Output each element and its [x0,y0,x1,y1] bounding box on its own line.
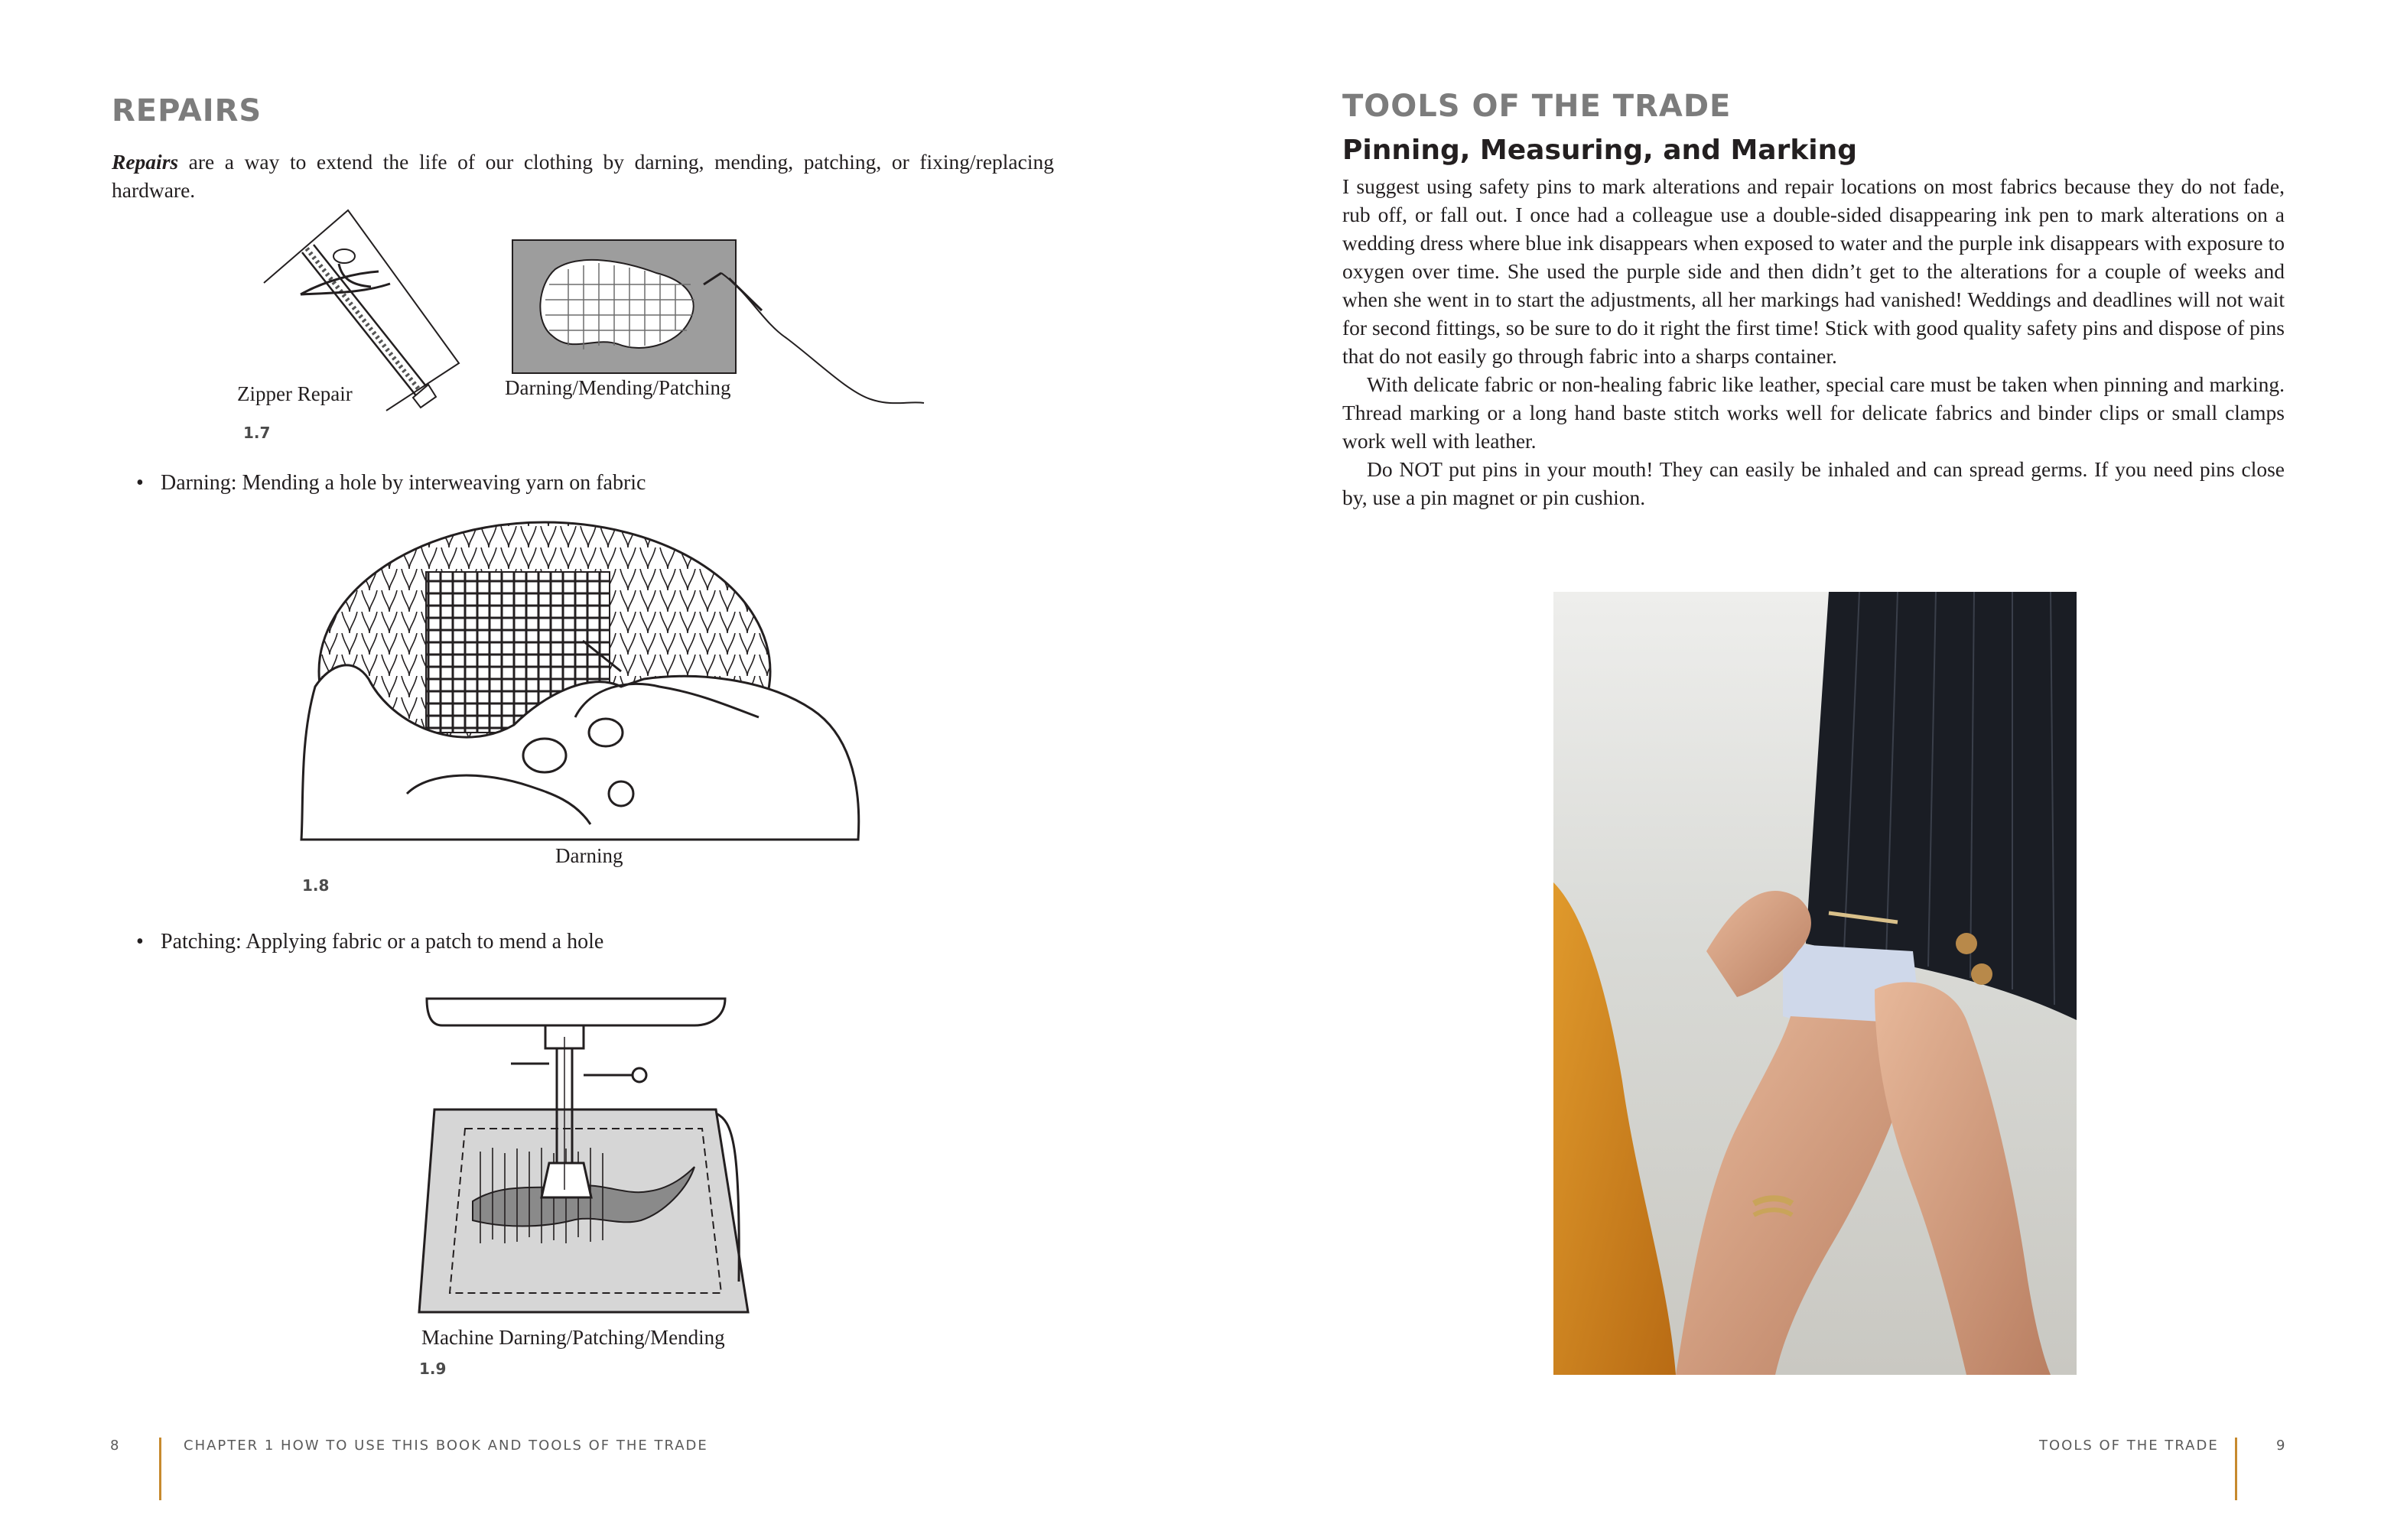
bullet-dot: • [136,471,144,495]
subsection-title-pinning: Pinning, Measuring, and Marking [1342,135,1857,166]
repairs-term: Repairs [112,150,179,174]
zipper-repair-illustration [256,210,478,409]
machine-darning-illustration [419,991,756,1320]
bullet-dot: • [136,930,144,954]
figure-number-1-7: 1.7 [243,424,271,442]
page-number-left: 8 [110,1438,121,1454]
bullet-darning-text: Darning: Mending a hole by interweaving yarn on fabric [161,471,646,495]
bullet-patching-text: Patching: Applying fabric or a patch to mend a hole [161,930,604,954]
section-title-repairs: REPAIRS [112,93,262,128]
running-head-left: CHAPTER 1 HOW TO USE THIS BOOK AND TOOLS OF THE TRADE [184,1438,708,1454]
darning-illustration [300,526,866,847]
section-title-tools: TOOLS OF THE TRADE [1342,89,1732,124]
paragraph-2: With delicate fabric or non-healing fabric like leather, special care must be taken when pinning and marking. Thread marking or a long hand baste stitch works well for delicate fabrics and binder clips or small clamps work well with leather. [1342,372,2285,453]
caption-zipper-repair: Zipper Repair [237,382,353,405]
caption-machine-darning: Machine Darning/Patching/Mending [421,1326,725,1349]
photo-pinning-sleeve [1553,592,2077,1375]
pinning-body [1342,172,2285,512]
figure-number-1-8: 1.8 [302,876,330,895]
running-head-right: TOOLS OF THE TRADE [2039,1438,2219,1454]
paragraph-1: I suggest using safety pins to mark alterations and repair locations on most fabrics because they do not fade, rub off, or fall out. I once had a colleague use a double-sided disappearing ink pen to mark alterations on a wedding dress where blue ink disappears when exposed to water and the purple ink disappears with exposure to oxygen over time. She used the purple side and then didn’t get to the alterations for a couple of weeks and when she went in to start the adjustments, all her markings had vanished! Weddings and deadlines will not wait for second fittings, so be sure to do it right the first time! Stick with good quality safety pins and dispose of pins that do not easily go through fabric into a sharps container. [1342,174,2285,368]
bullet-darning [136,471,646,495]
repairs-intro-text: are a way to extend the life of our clothing by darning, mending, patching, or fixing/replacing hardware. [112,150,1054,202]
page-number-right: 9 [2276,1438,2287,1454]
photo-pinning-sleeve-image [1553,592,2077,1375]
figure-number-1-9: 1.9 [419,1360,447,1378]
footer-rule-left [159,1438,161,1500]
paragraph-3: Do NOT put pins in your mouth! They can easily be inhaled and can spread germs. If you need pins close by, use a pin magnet or pin cushion. [1342,457,2285,509]
bullet-patching [136,930,603,954]
repairs-intro [112,148,1054,204]
footer-rule-right [2235,1438,2237,1500]
caption-darning-mending-patching: Darning/Mending/Patching [505,376,731,399]
caption-darning: Darning [555,844,623,867]
